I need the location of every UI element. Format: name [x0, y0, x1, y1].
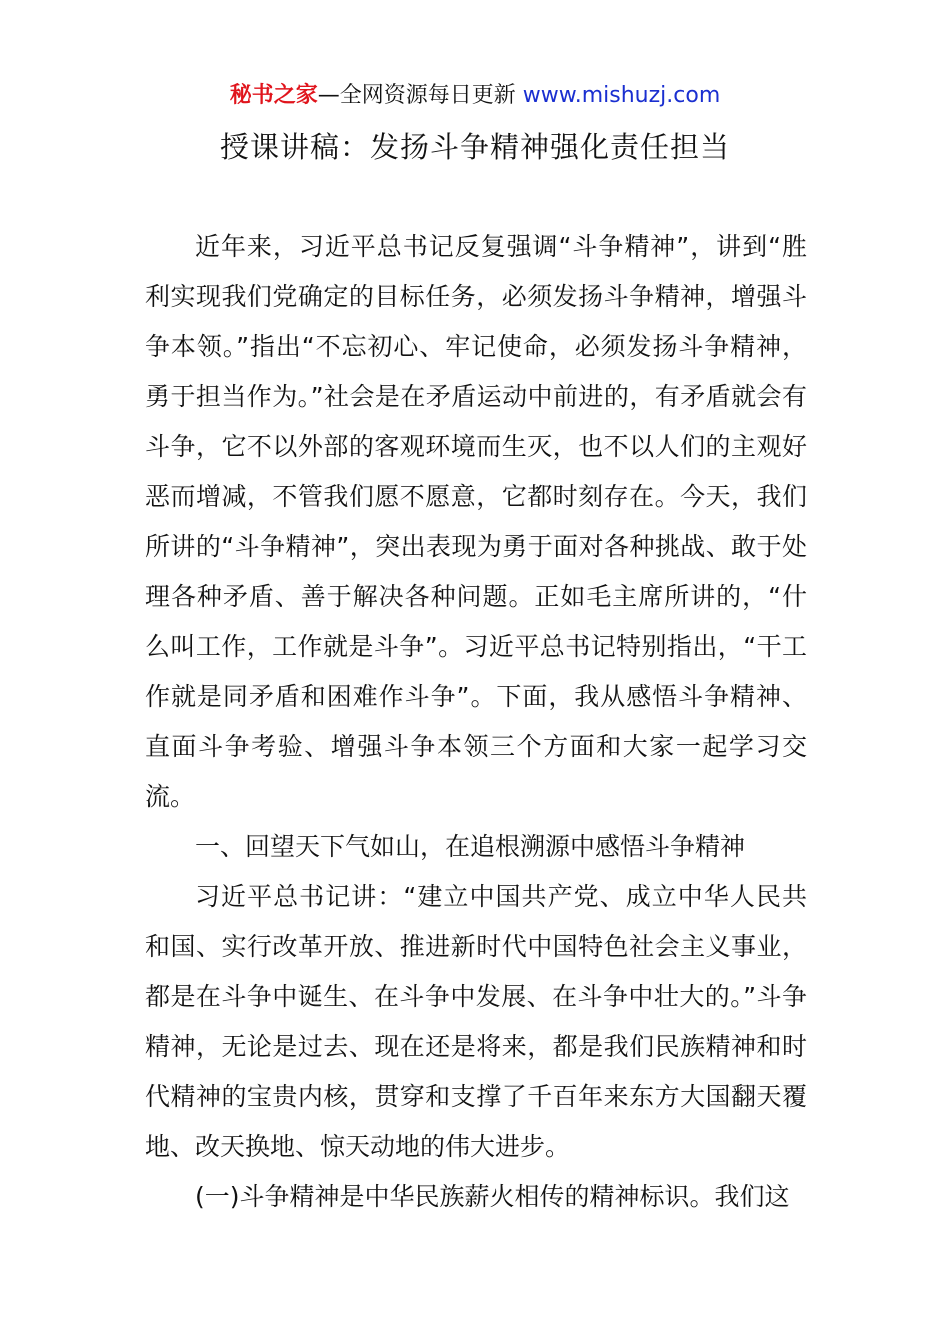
site-url-link[interactable]: www.mishuzj.com — [515, 83, 721, 108]
brand-name: 秘书之家 — [229, 83, 318, 108]
intro-paragraph: 近年来，习近平总书记反复强调“斗争精神”，讲到“胜利实现我们党确定的目标任务，必须发扬斗争精神，增强斗争本领。”指出“不忘初心、牢记使命，必须发扬斗争精神，勇于担当作为。”社会是在矛盾运动中前进的，有矛盾就会有斗争，它不以外部的客观环境而生灭，也不以人们的主观好恶而增减，不管我们愿不愿意，它都时刻存在。今天，我们所讲的“斗争精神”，突出表现为勇于面对各种挑战、敢于处理各种矛盾、善于解决各种问题。正如毛主席所讲的，“什么叫工作，工作就是斗争”。习近平总书记特别指出，“干工作就是同矛盾和困难作斗争”。下面，我从感悟斗争精神、直面斗争考验、增强斗争本领三个方面和大家一起学习交流。 — [145, 232, 807, 811]
document-body — [145, 222, 807, 1222]
section-paragraph: 习近平总书记讲：“建立中国共产党、成立中华人民共和国、实行改革开放、推进新时代中国特色社会主义事业，都是在斗争中诞生、在斗争中发展、在斗争中壮大的。”斗争精神，无论是过去、现在还是将来，都是我们民族精神和时代精神的宝贵内核，贯穿和支撑了千百年来东方大国翻天覆地、改天换地、惊天动地的伟大进步。 — [145, 882, 807, 1161]
site-tagline: —全网资源每日更新 — [317, 83, 516, 108]
section-heading: 一、回望天下气如山，在追根溯源中感悟斗争精神 — [195, 832, 746, 861]
document-title: 授课讲稿：发扬斗争精神强化责任担当 — [219, 130, 730, 164]
subsection-paragraph: (一)斗争精神是中华民族薪火相传的精神标识。我们这 — [195, 1182, 790, 1211]
site-header — [0, 80, 950, 112]
